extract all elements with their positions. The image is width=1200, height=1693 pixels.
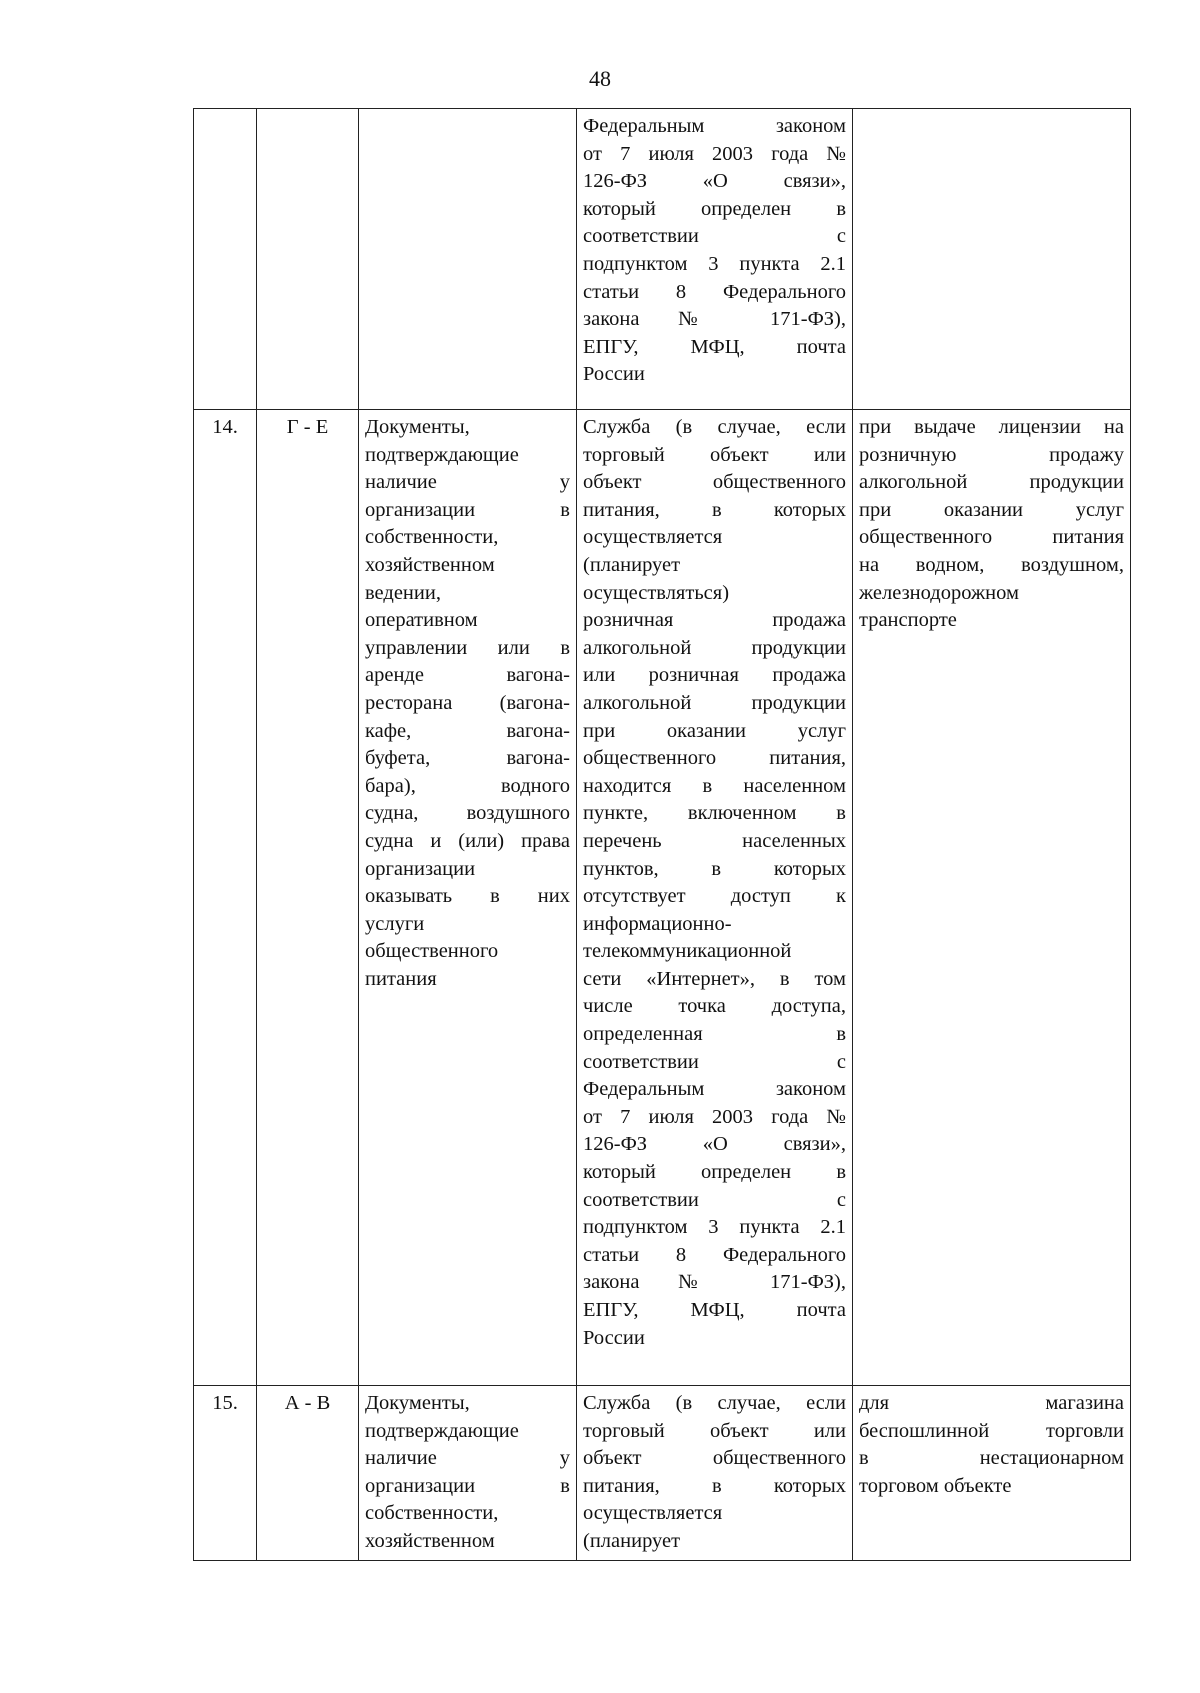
text-line: буфета, вагона- bbox=[365, 747, 570, 770]
documents-cell bbox=[359, 109, 577, 410]
text-line: Документы, bbox=[365, 416, 470, 438]
text-line: хозяйственном bbox=[365, 553, 495, 576]
text-line: алкогольной продукции bbox=[859, 471, 1124, 494]
note-cell bbox=[853, 410, 1131, 1386]
text-line: России bbox=[583, 1326, 645, 1349]
text-line: розничная продажа bbox=[583, 609, 846, 632]
text-line: наличие у bbox=[365, 1447, 570, 1470]
text-line: числе точка доступа, bbox=[583, 995, 846, 1018]
text-line: ведении, bbox=[365, 581, 441, 604]
text-line: Документы, bbox=[365, 1392, 470, 1414]
text-line: пунктов, в которых bbox=[583, 857, 846, 880]
text-line: осуществляется bbox=[583, 526, 723, 549]
text-line: (планирует bbox=[583, 1529, 681, 1552]
documents-cell bbox=[359, 410, 577, 1386]
text-line: ЕПГУ, МФЦ, почта bbox=[583, 335, 846, 358]
text-line: ЕПГУ, МФЦ, почта bbox=[583, 1299, 846, 1321]
text-line: сети «Интернет», в том bbox=[583, 967, 846, 990]
page-number: 48 bbox=[589, 66, 611, 91]
text-line: который определен в bbox=[583, 1161, 846, 1184]
authority-cell bbox=[577, 109, 853, 410]
text-line: организации bbox=[365, 857, 476, 880]
documents-cell bbox=[359, 1386, 577, 1561]
text-line: телекоммуникационной bbox=[583, 940, 792, 963]
text-line: судна и (или) права bbox=[365, 829, 570, 852]
text-line: России bbox=[583, 363, 645, 386]
text-line: оказывать в них bbox=[365, 885, 570, 908]
text-line: оперативном bbox=[365, 609, 478, 632]
text-line: хозяйственном bbox=[365, 1529, 495, 1552]
text-line: при выдаче лицензии на bbox=[859, 416, 1124, 438]
row-number-cell bbox=[194, 410, 257, 1386]
text-line: подтверждающие bbox=[365, 443, 519, 466]
text-line: соответствии с bbox=[583, 1188, 846, 1211]
text-line: розничную продажу bbox=[859, 443, 1124, 466]
text-line: соответствии с bbox=[583, 1050, 846, 1073]
text-line: 126-ФЗ «О связи», bbox=[583, 1133, 846, 1156]
text-line: кафе, вагона- bbox=[365, 719, 570, 742]
category-code-cell bbox=[257, 109, 359, 410]
text-line: перечень населенных bbox=[583, 829, 846, 852]
text-line: общественного bbox=[365, 940, 499, 963]
text-line: ресторана (вагона- bbox=[365, 691, 570, 714]
note-cell bbox=[853, 1386, 1131, 1561]
note-cell bbox=[853, 109, 1131, 410]
category-code-cell bbox=[257, 410, 359, 1386]
text-line: определенная в bbox=[583, 1023, 846, 1046]
text-line: статьи 8 Федерального bbox=[583, 280, 846, 303]
text-line: в нестационарном bbox=[859, 1447, 1124, 1470]
text-line: осуществляется bbox=[583, 1502, 723, 1525]
category-code: А - В bbox=[284, 1392, 331, 1414]
text-line: (планирует bbox=[583, 553, 681, 576]
text-line: при оказании услуг bbox=[859, 498, 1124, 521]
text-line: торговый объект или bbox=[583, 1419, 846, 1442]
text-line: от 7 июля 2003 года № bbox=[583, 142, 846, 165]
text-line: статьи 8 Федерального bbox=[583, 1243, 846, 1266]
text-line: закона № 171-ФЗ), bbox=[583, 1271, 846, 1294]
text-line: находится в населенном bbox=[583, 774, 846, 797]
row-number-cell bbox=[194, 1386, 257, 1561]
text-line: осуществляться) bbox=[583, 581, 730, 604]
text-line: железнодорожном bbox=[859, 581, 1019, 604]
text-line: наличие у bbox=[365, 471, 570, 494]
text-line: аренде вагона- bbox=[365, 664, 570, 687]
text-line: 126-ФЗ «О связи», bbox=[583, 170, 846, 193]
text-line: закона № 171-ФЗ), bbox=[583, 308, 846, 331]
text-line: подпунктом 3 пункта 2.1 bbox=[583, 252, 846, 275]
text-line: подтверждающие bbox=[365, 1419, 519, 1442]
text-line: транспорте bbox=[859, 609, 957, 632]
table-row bbox=[194, 109, 1131, 410]
text-line: отсутствует доступ к bbox=[583, 885, 846, 908]
table-row bbox=[194, 410, 1131, 1386]
text-line: общественного питания bbox=[859, 526, 1124, 549]
table-row bbox=[194, 1386, 1131, 1561]
category-code: Г - Е bbox=[286, 416, 329, 438]
text-line: алкогольной продукции bbox=[583, 691, 846, 714]
text-line: соответствии с bbox=[583, 225, 846, 248]
text-line: питания bbox=[365, 967, 437, 990]
text-line: на водном, воздушном, bbox=[859, 553, 1124, 576]
text-line: общественного питания, bbox=[583, 747, 846, 770]
text-line: Служба (в случае, если bbox=[583, 1392, 846, 1414]
text-line: Служба (в случае, если bbox=[583, 416, 846, 438]
text-line: объект общественного bbox=[583, 1447, 846, 1470]
row-number: 15. bbox=[212, 1392, 238, 1414]
authority-cell bbox=[577, 410, 853, 1386]
text-line: услуги bbox=[365, 912, 425, 935]
text-line: при оказании услуг bbox=[583, 719, 846, 742]
text-line: управлении или в bbox=[365, 636, 570, 659]
text-line: от 7 июля 2003 года № bbox=[583, 1105, 846, 1128]
text-line: беспошлинной торговли bbox=[859, 1419, 1124, 1442]
text-line: для магазина bbox=[859, 1392, 1124, 1414]
text-line: бара), водного bbox=[365, 774, 570, 797]
document-table bbox=[193, 108, 1131, 1561]
text-line: Федеральным законом bbox=[583, 1078, 846, 1101]
text-line: собственности, bbox=[365, 526, 499, 549]
text-line: судна, воздушного bbox=[365, 802, 570, 825]
authority-cell bbox=[577, 1386, 853, 1561]
row-number-cell bbox=[194, 109, 257, 410]
text-line: информационно- bbox=[583, 912, 732, 935]
text-line: подпунктом 3 пункта 2.1 bbox=[583, 1216, 846, 1239]
text-line: торговом объекте bbox=[859, 1474, 1012, 1497]
text-line: организации в bbox=[365, 498, 570, 521]
text-line: пункте, включенном в bbox=[583, 802, 846, 825]
text-line: алкогольной продукции bbox=[583, 636, 846, 659]
text-line: собственности, bbox=[365, 1502, 499, 1525]
text-line: Федеральным законом bbox=[583, 115, 846, 137]
text-line: или розничная продажа bbox=[583, 664, 846, 687]
text-line: объект общественного bbox=[583, 471, 846, 494]
text-line: организации в bbox=[365, 1474, 570, 1497]
text-line: питания, в которых bbox=[583, 498, 846, 521]
text-line: который определен в bbox=[583, 197, 846, 220]
category-code-cell bbox=[257, 1386, 359, 1561]
text-line: торговый объект или bbox=[583, 443, 846, 466]
text-line: питания, в которых bbox=[583, 1474, 846, 1497]
row-number: 14. bbox=[212, 416, 238, 438]
